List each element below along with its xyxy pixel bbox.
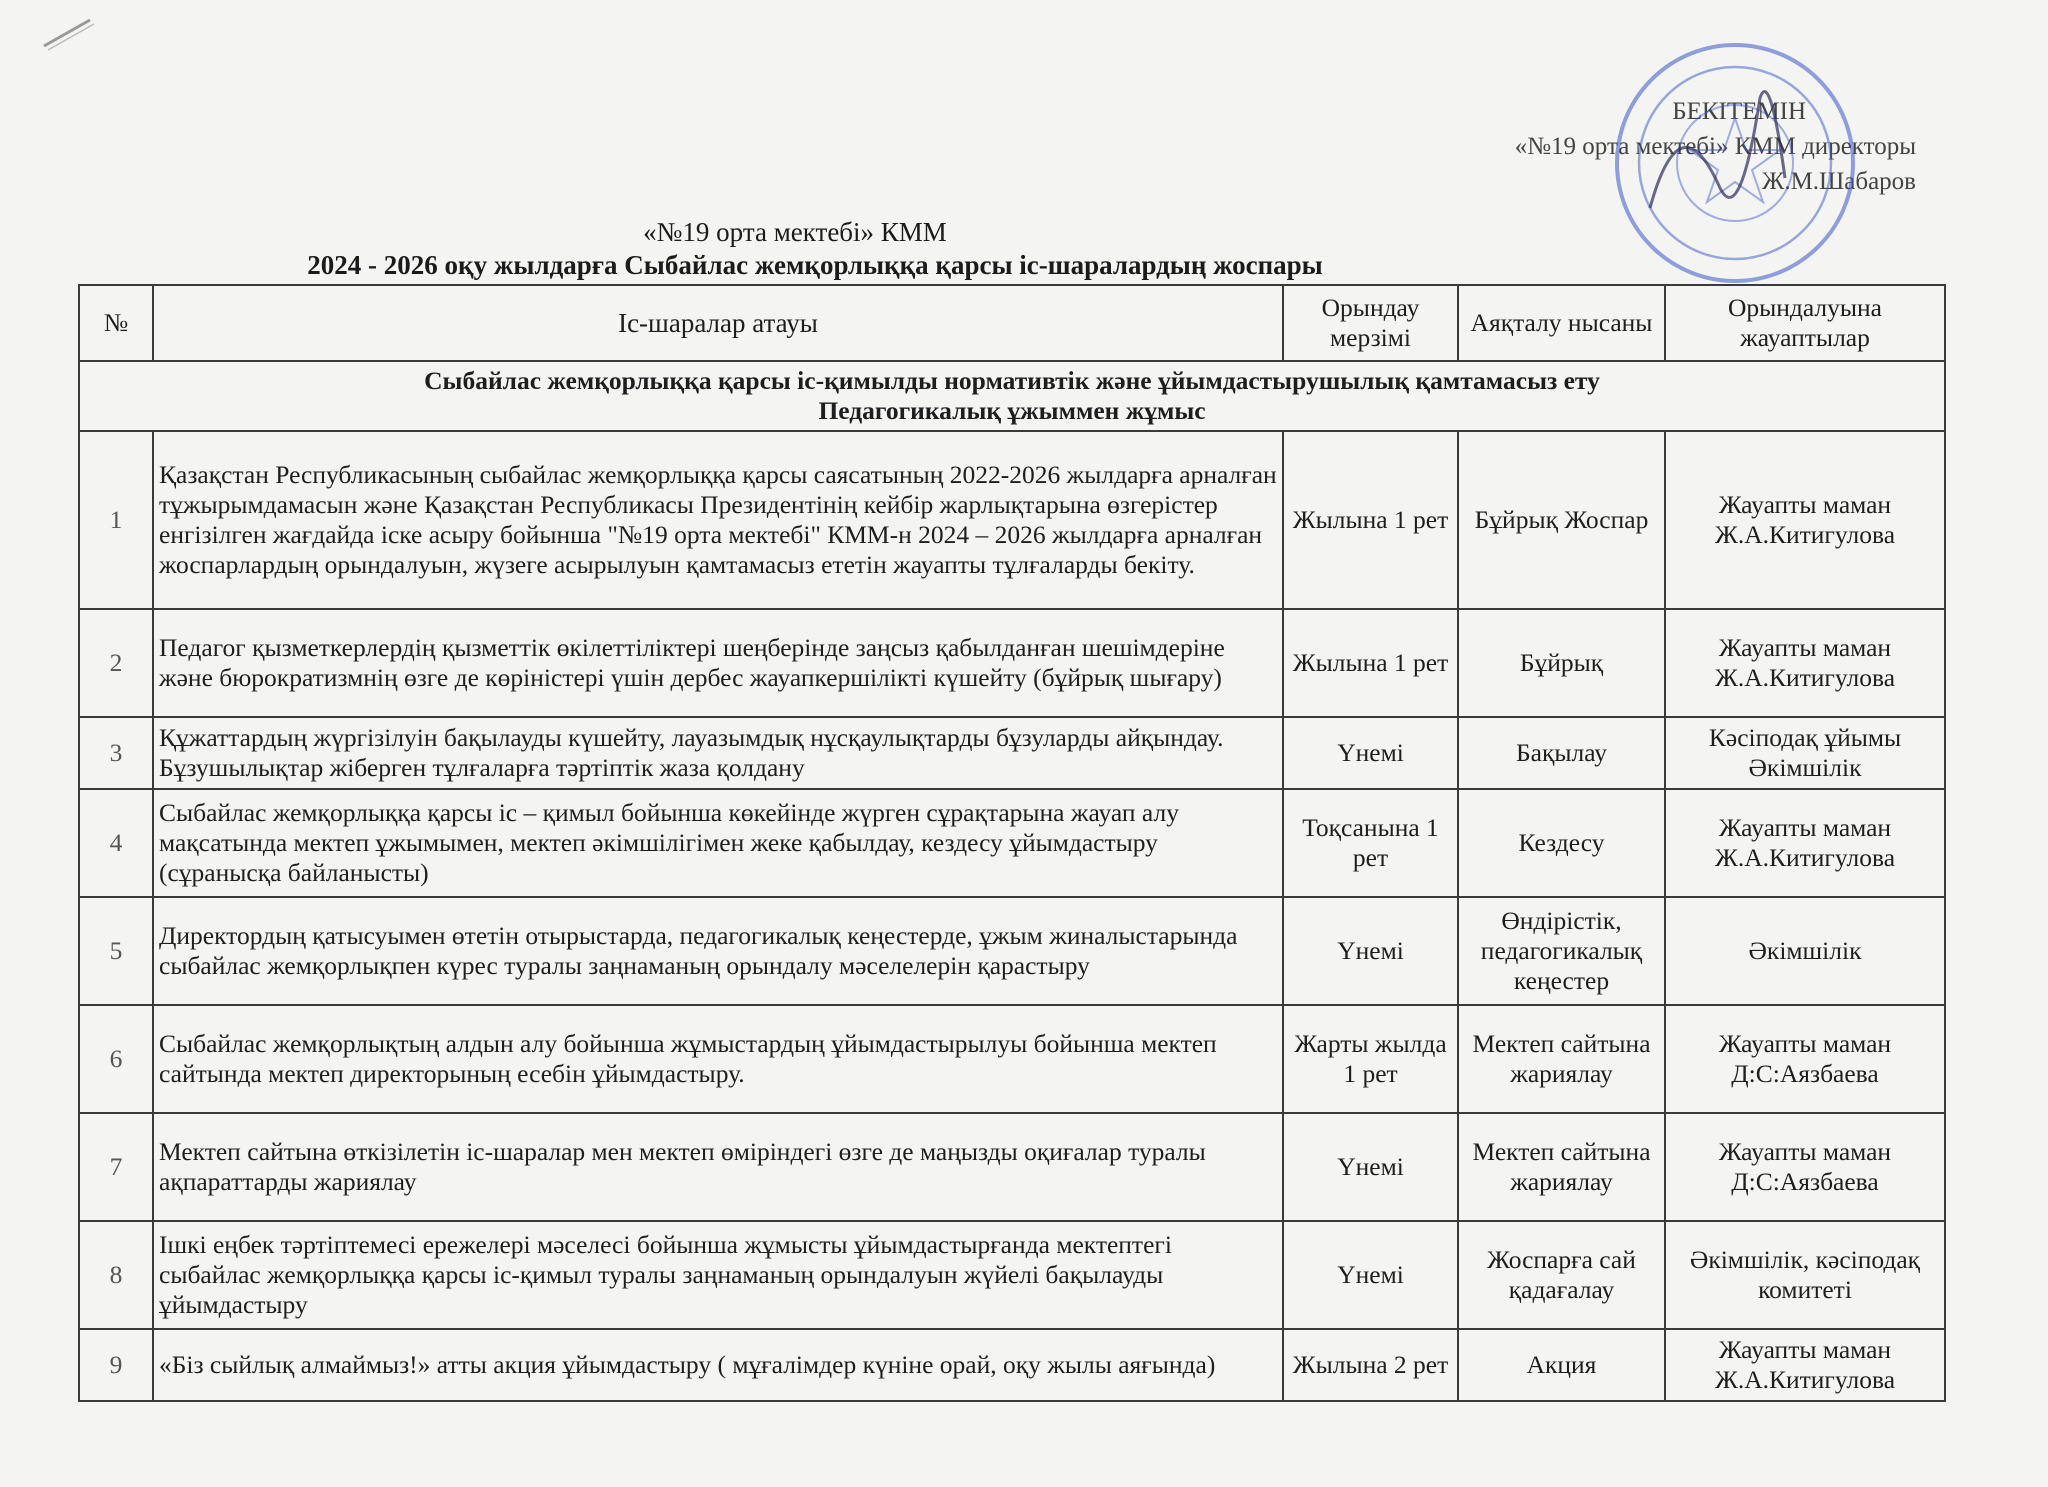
row-number: 2 <box>79 609 153 717</box>
row-responsible: Жауапты маман Ж.А.Китигулова <box>1665 789 1945 897</box>
table-row <box>79 717 1945 789</box>
row-activity: Мектеп сайтына өткізілетін іс-шаралар мен мектеп өміріндегі өзге де маңызды оқиғалар туралы ақпараттарды жариялау <box>153 1113 1283 1221</box>
row-number: 5 <box>79 897 153 1005</box>
row-term: Үнемі <box>1283 1113 1458 1221</box>
row-responsible: Жауапты маман Ж.А.Китигулова <box>1665 609 1945 717</box>
table-row <box>79 1329 1945 1401</box>
header-responsible: Орындалуына жауаптылар <box>1665 285 1945 361</box>
row-responsible: Кәсіподақ ұйымы Әкімшілік <box>1665 717 1945 789</box>
table-row <box>79 431 1945 609</box>
row-responsible: Жауапты маман Д:С:Аязбаева <box>1665 1005 1945 1113</box>
row-activity: Директордың қатысуымен өтетін отырыстарда, педагогикалық кеңестерде, ұжым жиналыстарында сыбайлас жемқорлықпен күрес туралы заңнаманың орындалу мәселелерін қарастыру <box>153 897 1283 1005</box>
header-number: № <box>79 285 153 361</box>
plan-title: 2024 - 2026 оқу жылдарға Сыбайлас жемқорлыққа қарсы іс-шаралардың жоспары <box>307 250 1323 280</box>
approval-director-name: Ж.М.Шабаров <box>1761 168 1916 195</box>
row-term: Жылына 2 рет <box>1283 1329 1458 1401</box>
approval-block <box>1316 94 1916 199</box>
row-number: 9 <box>79 1329 153 1401</box>
header-form: Аяқталу нысаны <box>1458 285 1665 361</box>
row-responsible: Әкімшілік <box>1665 897 1945 1005</box>
section-row <box>79 361 1945 431</box>
row-responsible: Жауапты маман Ж.А.Китигулова <box>1665 1329 1945 1401</box>
row-term: Үнемі <box>1283 1221 1458 1329</box>
document-title <box>0 216 1550 282</box>
row-number: 3 <box>79 717 153 789</box>
row-number: 4 <box>79 789 153 897</box>
row-activity: Сыбайлас жемқорлықтың алдын алу бойынша жұмыстардың ұйымдастырылуы бойынша мектеп сайтында мектеп директорының есебін ұйымдастыру. <box>153 1005 1283 1113</box>
row-responsible: Әкімшілік, кәсіподақ комитеті <box>1665 1221 1945 1329</box>
row-term: Үнемі <box>1283 717 1458 789</box>
row-term: Жылына 1 рет <box>1283 609 1458 717</box>
row-form: Бұйрық <box>1458 609 1665 717</box>
row-form: Жоспарға сай қадағалау <box>1458 1221 1665 1329</box>
row-term: Тоқсанына 1 рет <box>1283 789 1458 897</box>
table-header-row <box>79 285 1945 361</box>
row-form: Бұйрық Жоспар <box>1458 431 1665 609</box>
row-term: Жарты жылда 1 рет <box>1283 1005 1458 1113</box>
row-activity: Құжаттардың жүргізілуін бақылауды күшейту, лауазымдық нұсқаулықтарды бұзуларды айқындау. Бұзушылықтар жіберген тұлғаларға тәртіптік жаза қолдану <box>153 717 1283 789</box>
row-activity: Педагог қызметкерлердің қызметтік өкілеттіліктері шеңберінде заңсыз қабылданған шешімдеріне және бюрократизмнің өзге де көріністері үшін дербес жауапкершілікті күшейту (бұйрық шығару) <box>153 609 1283 717</box>
row-form: Бақылау <box>1458 717 1665 789</box>
row-activity: Сыбайлас жемқорлыққа қарсы іс – қимыл бойынша көкейінде жүрген сұрақтарына жауап алу мақсатында мектеп ұжымымен, мектеп әкімшілігімен жеке қабылдау, кездесу ұйымдастыру (сұранысқа байланысты) <box>153 789 1283 897</box>
row-activity: Ішкі еңбек тәртіптемесі ережелері мәселесі бойынша жұмысты ұйымдастырғанда мектептегі сыбайлас жемқорлыққа қарсы іс-қимыл туралы заңнаманың орындалуын жүйелі бақылауды ұйымдастыру <box>153 1221 1283 1329</box>
table-row <box>79 897 1945 1005</box>
row-form: Кездесу <box>1458 789 1665 897</box>
row-term: Үнемі <box>1283 897 1458 1005</box>
row-number: 6 <box>79 1005 153 1113</box>
row-term: Жылына 1 рет <box>1283 431 1458 609</box>
row-number: 7 <box>79 1113 153 1221</box>
row-form: Акция <box>1458 1329 1665 1401</box>
corner-staple-mark <box>40 14 100 54</box>
approval-title: БЕКІТЕМІН <box>1672 98 1806 125</box>
row-activity: Қазақстан Республикасының сыбайлас жемқорлыққа қарсы саясатының 2022-2026 жылдарға арналған тұжырымдамасын және Қазақстан Республикасы Президентінің кейбір жарлықтарына өзгерістер енгізілген жағдайда іске асыру бойынша "№19 орта мектебі" КММ-н 2024 – 2026 жылдарға арналған жоспарлардың орындалуын, жүзеге асырылуын қамтамасыз ететін жауапты тұлғаларды бекіту. <box>153 431 1283 609</box>
section-title: Сыбайлас жемқорлыққа қарсы іс-қимылды нормативтік және ұйымдастырушылық қамтамасыз ету <box>424 366 1600 395</box>
table-row <box>79 1221 1945 1329</box>
row-activity: «Біз сыйлық алмаймыз!» атты акция ұйымдастыру ( мұғалімдер күніне орай, оқу жылы аяғында) <box>153 1329 1283 1401</box>
row-number: 1 <box>79 431 153 609</box>
organization-name: «№19 орта мектебі» КММ <box>643 217 947 247</box>
header-term: Орындау мерзімі <box>1283 285 1458 361</box>
header-activity: Іс-шаралар атауы <box>153 285 1283 361</box>
row-form: Өндірістік, педагогикалық кеңестер <box>1458 897 1665 1005</box>
table-row <box>79 1005 1945 1113</box>
approval-position: «№19 орта мектебі» КММ директоры <box>1514 133 1916 160</box>
row-form: Мектеп сайтына жариялау <box>1458 1113 1665 1221</box>
table-row <box>79 1113 1945 1221</box>
table-row <box>79 609 1945 717</box>
section-subtitle: Педагогикалық ұжыммен жұмыс <box>818 396 1206 425</box>
table-row <box>79 789 1945 897</box>
row-responsible: Жауапты маман Ж.А.Китигулова <box>1665 431 1945 609</box>
section-heading <box>79 361 1945 431</box>
row-form: Мектеп сайтына жариялау <box>1458 1005 1665 1113</box>
row-responsible: Жауапты маман Д:С:Аязбаева <box>1665 1113 1945 1221</box>
plan-table <box>78 284 1946 1402</box>
row-number: 8 <box>79 1221 153 1329</box>
